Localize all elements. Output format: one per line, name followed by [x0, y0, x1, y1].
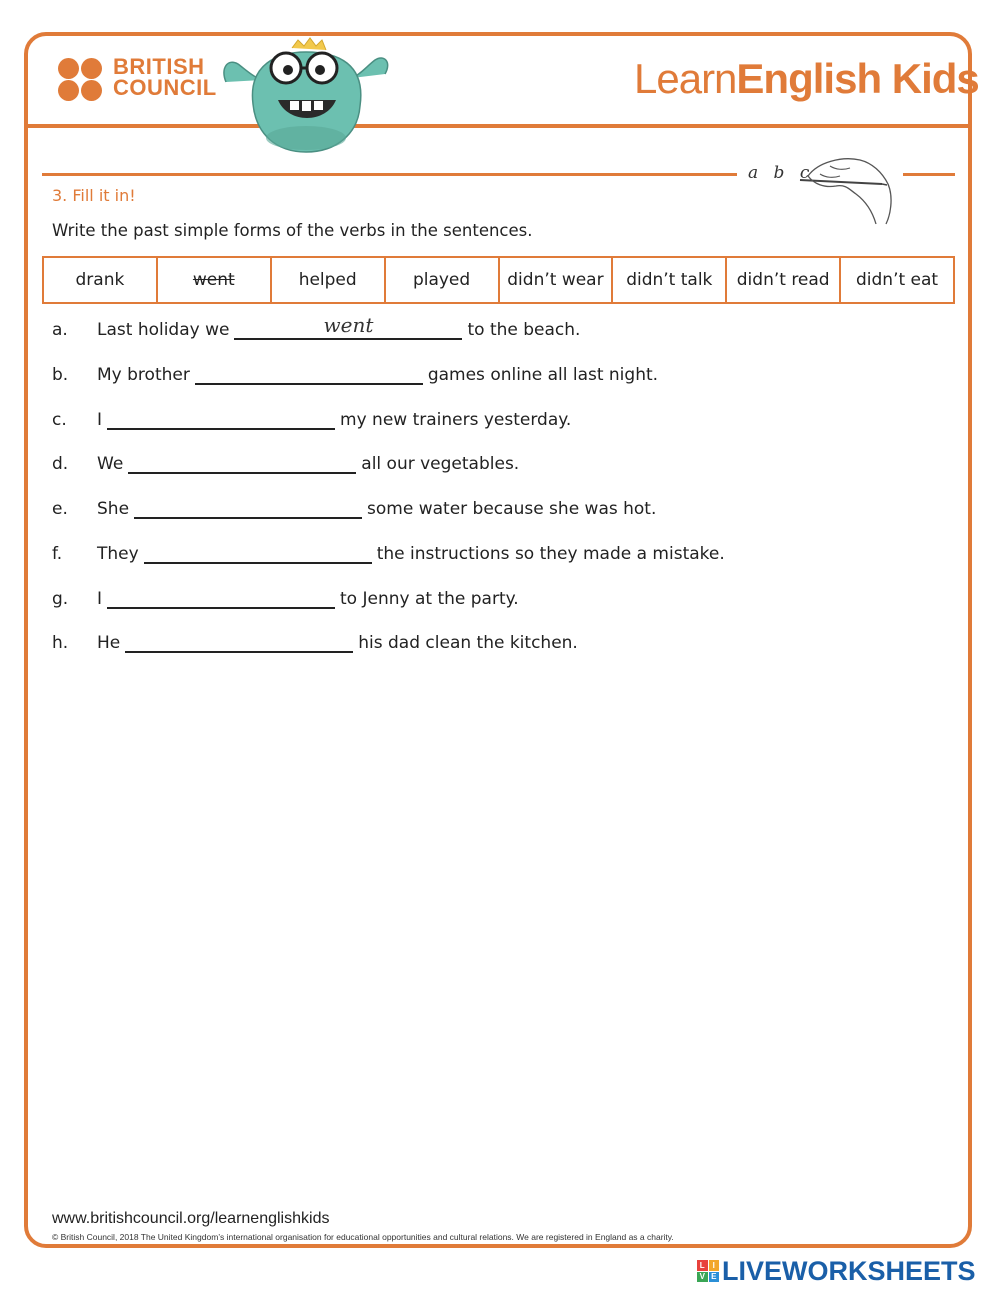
- section-divider-left: [42, 173, 737, 176]
- liveworksheets-tiles-icon: L I V E: [697, 1260, 719, 1282]
- answer-field[interactable]: went: [234, 314, 462, 340]
- sentence-letter: f.: [52, 544, 63, 564]
- footer-url-link[interactable]: www.britishcouncil.org/learnenglishkids: [52, 1210, 330, 1227]
- liveworksheets-logo[interactable]: [697, 1257, 976, 1285]
- word-bank: [42, 256, 955, 304]
- sentence-after: to Jenny at the party.: [340, 589, 519, 609]
- sentence-before: My brother: [97, 365, 190, 385]
- sentence-after: some water because she was hot.: [367, 499, 657, 519]
- british-council-wordmark: [113, 56, 217, 98]
- sentence-before: He: [97, 633, 121, 653]
- word-bank-item[interactable]: drank: [44, 258, 158, 302]
- british-council-dots-icon: [58, 58, 106, 102]
- learnenglish-kids-logo: [634, 54, 979, 104]
- sentence-g: [52, 579, 519, 609]
- sentence-letter: b.: [52, 365, 69, 385]
- answer-field[interactable]: [128, 448, 356, 474]
- sentence-after: all our vegetables.: [361, 454, 520, 474]
- sentence-letter: d.: [52, 454, 69, 474]
- answer-field[interactable]: [195, 359, 423, 385]
- lek-learn: Learn: [634, 55, 737, 102]
- sentence-after: my new trainers yesterday.: [340, 410, 572, 430]
- footer-copyright: © British Council, 2018 The United Kingdom’s international organisation for educational opportunities and cultural relations. We are registered in England as a charity.: [52, 1232, 674, 1242]
- sentence-c: [52, 400, 571, 430]
- sentence-before: We: [97, 454, 124, 474]
- word-bank-item-used[interactable]: went: [158, 258, 272, 302]
- bc-line-1: BRITISH: [113, 54, 205, 79]
- sentence-b: [52, 355, 658, 385]
- sentence-after: his dad clean the kitchen.: [358, 633, 578, 653]
- word-bank-item[interactable]: didn’t wear: [500, 258, 614, 302]
- sentence-after: games online all last night.: [427, 365, 659, 385]
- abc-handwriting: a b c: [748, 163, 815, 183]
- sentence-h: [52, 623, 578, 653]
- exercise-title: 3. Fill it in!: [52, 186, 136, 205]
- sentence-e: [52, 489, 656, 519]
- sentence-before: They: [97, 544, 139, 564]
- sentence-after: to the beach.: [467, 320, 581, 340]
- word-bank-item[interactable]: didn’t talk: [613, 258, 727, 302]
- sentence-letter: e.: [52, 499, 68, 519]
- sentence-letter: a.: [52, 320, 68, 340]
- sentence-before: I: [97, 589, 103, 609]
- sentence-d: [52, 444, 519, 474]
- bc-line-2: COUNCIL: [113, 75, 217, 100]
- liveworksheets-wordmark: LIVEWORKSHEETS: [722, 1255, 976, 1286]
- sentence-letter: c.: [52, 410, 67, 430]
- answer-field[interactable]: [107, 404, 335, 430]
- word-bank-item[interactable]: didn’t read: [727, 258, 841, 302]
- sentence-after: the instructions so they made a mistake.: [376, 544, 725, 564]
- word-bank-item[interactable]: played: [386, 258, 500, 302]
- sentence-a: [52, 310, 580, 340]
- answer-field[interactable]: [134, 493, 362, 519]
- exercise-instructions: Write the past simple forms of the verbs in the sentences.: [52, 221, 533, 240]
- sentence-letter: h.: [52, 633, 69, 653]
- sentence-before: I: [97, 410, 103, 430]
- sentence-f: [52, 534, 725, 564]
- answer-field[interactable]: [125, 627, 353, 653]
- sentence-letter: g.: [52, 589, 69, 609]
- word-bank-item[interactable]: helped: [272, 258, 386, 302]
- header-divider: [24, 124, 972, 128]
- answer-field[interactable]: [144, 538, 372, 564]
- sentence-before: She: [97, 499, 130, 519]
- word-bank-item[interactable]: didn’t eat: [856, 270, 939, 290]
- answer-field[interactable]: [107, 583, 335, 609]
- lek-kids: Kids: [881, 55, 979, 102]
- writing-hand-icon: [790, 154, 895, 229]
- monster-mascot-icon: [218, 34, 393, 154]
- lek-english: English: [736, 55, 882, 102]
- section-divider-right: [903, 173, 955, 176]
- sentence-before: Last holiday we: [97, 320, 230, 340]
